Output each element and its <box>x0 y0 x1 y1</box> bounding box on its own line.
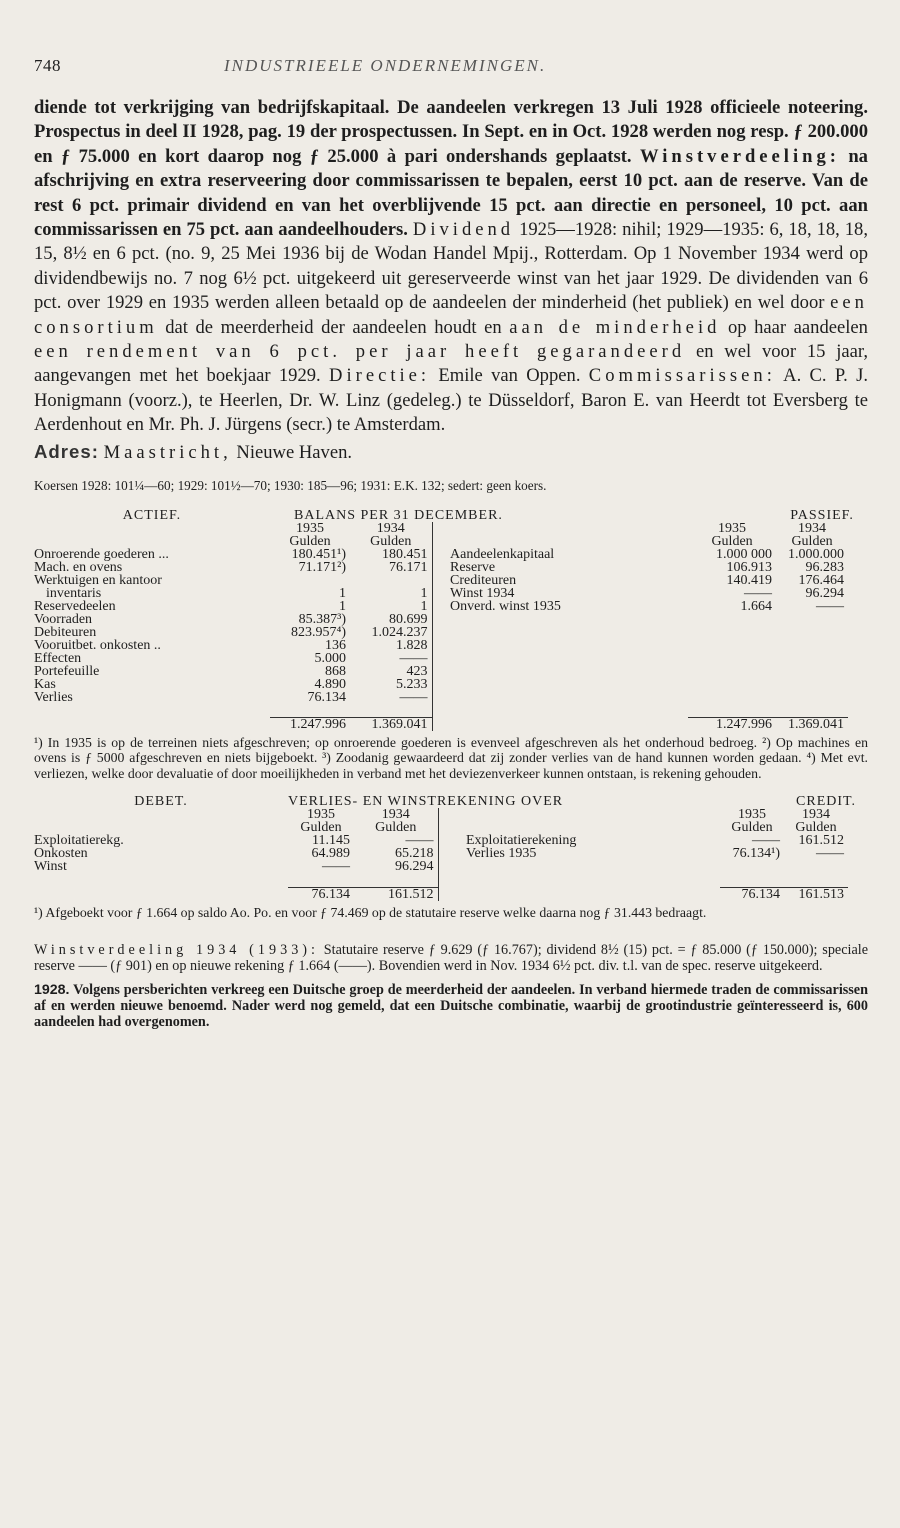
pl-year-1935: 1935 <box>738 808 767 822</box>
balance-right-1935: 1.664 <box>740 599 773 613</box>
table-row <box>34 587 868 600</box>
balance-unit: Gulden <box>711 534 753 548</box>
pl-blank <box>460 821 720 834</box>
commissarissen-label: Commissarissen: <box>588 365 776 387</box>
pl-gap <box>720 873 784 887</box>
stock-quotes: Koersen 1928: 101¼—60; 1929: 101½—70; 1930: 185—96; 1931: E.K. 132; sedert: geen koers. <box>34 477 547 493</box>
pl-left-1934: 65.218 <box>395 847 434 861</box>
balance-divider <box>432 574 444 587</box>
debet-heading: DEBET. <box>134 795 188 809</box>
balance-blank <box>34 718 270 732</box>
pl-year-1935: 1935 <box>307 808 335 822</box>
balance-left-label: Werktuigen en kantoor <box>34 573 162 587</box>
balance-left-1935: 136 <box>325 638 346 652</box>
balance-left-1935: 823.957⁴) <box>290 625 346 639</box>
winstverdeeling-1934-label: Winstverdeeling 1934 (1933): <box>34 941 319 958</box>
balance-right-label: Winst 1934 <box>450 586 515 600</box>
balance-total-right-1935: 1.247.996 <box>688 718 776 732</box>
running-title: INDUSTRIEELE ONDERNEMINGEN. <box>224 56 547 75</box>
balance-blank <box>848 678 868 691</box>
pl-right-1934: —— <box>816 847 845 861</box>
balance-left-1935: 1 <box>339 586 346 600</box>
balance-blank <box>848 561 868 574</box>
balance-gap <box>444 704 688 718</box>
balance-left-1934: 5.233 <box>396 677 428 691</box>
company-description <box>34 96 868 438</box>
balance-year-1934: 1934 <box>798 521 827 535</box>
balance-gap <box>34 704 270 718</box>
address-label: Adres: <box>34 440 99 462</box>
balance-right-label: Aandeelenkapitaal <box>450 547 555 561</box>
history-1928-year: 1928. <box>34 981 70 998</box>
balance-blank <box>776 613 848 626</box>
pl-gap <box>784 873 848 887</box>
table-row <box>34 548 868 561</box>
balance-left-1935: 71.171²) <box>298 560 346 574</box>
balance-blank <box>34 535 270 548</box>
balance-gap <box>270 704 350 718</box>
balance-right-1935: —— <box>744 586 773 600</box>
consortium-spaced: een consortium <box>34 292 868 338</box>
balance-left-1935: 180.451¹) <box>291 547 346 561</box>
balance-right-1935: 1.000 000 <box>716 547 773 561</box>
balance-right-1934: —— <box>816 599 845 613</box>
pl-blank <box>34 887 288 901</box>
balance-blank <box>776 691 848 704</box>
pl-right-label: Verlies 1935 <box>466 847 537 861</box>
pl-blank <box>720 860 784 873</box>
profit-loss-account <box>34 795 868 901</box>
balance-left-1934: 180.451 <box>382 547 428 561</box>
balance-divider <box>432 600 444 613</box>
pl-divider <box>438 808 460 821</box>
balance-left-label: Voorraden <box>34 612 93 626</box>
balance-blank <box>848 639 868 652</box>
table-row <box>34 652 868 665</box>
pl-blank <box>460 808 720 821</box>
profit-loss-footnote: ¹) Afgeboekt voor ƒ 1.664 op saldo Ao. Po. en voor ƒ 74.469 op de statutaire reserve welke daarna nog ƒ 31.443 bedraagt. <box>34 904 707 920</box>
pl-divider <box>438 821 460 834</box>
balance-total-left-1935: 1.247.996 <box>270 718 350 732</box>
balance-divider <box>432 535 444 548</box>
balance-left-label: Verlies <box>34 690 73 704</box>
balance-left-1935: 4.890 <box>314 677 346 691</box>
balance-divider <box>432 561 444 574</box>
table-row <box>34 665 868 678</box>
pl-blank <box>848 834 868 847</box>
balance-blank <box>848 613 868 626</box>
pl-left-1934: 96.294 <box>395 860 434 874</box>
balance-gap <box>776 704 848 718</box>
commissarissen-names: A. C. P. J. Honigmann (voorz.), te Heerlen, Dr. W. Linz (gedeleg.) te Düsseldorf, Baron E. van Heerdt tot Eversberg te Aerdenhout en Mr. Ph. J. Jürgens (secr.) te Amsterdam. <box>34 365 868 436</box>
balance-blank <box>444 678 688 691</box>
balance-blank <box>776 639 848 652</box>
pl-blank <box>848 887 868 901</box>
balance-right-1934: 1.000.000 <box>788 547 845 561</box>
balance-blank <box>848 665 868 678</box>
balance-divider <box>432 665 444 678</box>
balance-blank <box>444 626 688 639</box>
balance-blank <box>688 626 776 639</box>
balance-blank <box>848 535 868 548</box>
actief-heading: ACTIEF. <box>122 508 182 522</box>
balance-left-1934: 80.699 <box>389 612 428 626</box>
table-row <box>34 678 868 691</box>
balance-left-1935: 1 <box>339 599 346 613</box>
balance-blank <box>444 522 688 535</box>
table-row <box>34 561 868 574</box>
table-row <box>34 834 868 847</box>
profit-loss-title: VERLIES- EN WINSTREKENING OVER <box>288 795 564 809</box>
balance-right-label: Crediteuren <box>450 573 517 587</box>
balance-left-label: Vooruitbet. onkosten .. <box>34 638 161 652</box>
balance-right-1934: 96.294 <box>805 586 845 600</box>
address-city: Maastricht, <box>103 441 232 463</box>
balance-blank <box>848 600 868 613</box>
balance-right-label: Onverd. winst 1935 <box>450 599 561 613</box>
aandeelen-text: op haar aandeelen <box>727 316 868 338</box>
balance-left-1934: 1.024.237 <box>371 625 428 639</box>
pl-gap <box>460 873 720 887</box>
balance-left-label: Debiteuren <box>34 625 97 639</box>
balance-divider <box>432 691 444 704</box>
balance-blank <box>34 522 270 535</box>
balance-left-1934: 1.828 <box>396 638 428 652</box>
history-1928-text: Volgens persberichten verkreeg een Duitsche groep de meerderheid der aandeelen. In verband hiermede traden de commissarissen af en werden nieuwe benoemd. Nader werd nog gemeld, dat een Duitsche combinatie, waarbij de grootindustrie geïnteresseerd is, 600 aandeelen had overgenomen. <box>34 981 868 1030</box>
pl-left-label: Winst <box>34 860 67 874</box>
consortium-text: dat de meerderheid der aandeelen houdt en <box>165 316 502 338</box>
balance-divider <box>432 613 444 626</box>
pl-divider <box>438 834 460 847</box>
balance-blank <box>776 678 848 691</box>
balance-divider <box>432 587 444 600</box>
directie-label: Directie: <box>329 365 431 387</box>
balance-blank <box>444 718 688 732</box>
balance-blank <box>444 639 688 652</box>
pl-total-right-1934: 161.513 <box>784 887 848 901</box>
pl-blank <box>460 860 720 873</box>
pl-blank <box>848 808 868 821</box>
pl-divider <box>438 860 460 873</box>
balance-blank <box>688 639 776 652</box>
balance-left-1935: 85.387³) <box>298 612 346 626</box>
pl-divider <box>438 847 460 860</box>
pl-blank <box>460 887 720 901</box>
balance-blank <box>848 691 868 704</box>
pl-unit: Gulden <box>731 821 773 835</box>
balance-blank <box>444 613 688 626</box>
balance-blank <box>848 548 868 561</box>
balance-left-label: Effecten <box>34 651 82 665</box>
balance-left-label: inventaris <box>46 586 102 600</box>
balance-blank <box>776 665 848 678</box>
balance-footnotes: ¹) In 1935 is op de terreinen niets afgeschreven; op onroerende goederen is evenveel afgeschreven als het onderhoud bedroeg. ²) Op machines en ovens is ƒ 5000 afgeschreven en niets bijgeboekt. ³) Zoodanig gewaardeerd dat zij zonder verlies van de hand kunnen worden gedaan. ⁴) Met evt. verliezen, welke door devaluatie of door moeilijkheden in verband met het deviezenverkeer kunnen ontstaan, is rekening gehouden. <box>34 735 868 781</box>
balance-left-label: Onroerende goederen ... <box>34 547 169 561</box>
balance-blank <box>848 652 868 665</box>
balance-blank <box>444 691 688 704</box>
pl-left-1934: —— <box>405 834 434 848</box>
pl-right-1934: 161.512 <box>798 834 845 848</box>
page <box>34 56 868 1030</box>
pl-blank <box>34 821 288 834</box>
balance-year-1935: 1935 <box>718 521 747 535</box>
directie-name: Emile van Oppen. <box>438 365 581 387</box>
balance-blank <box>776 626 848 639</box>
balance-title: BALANS PER 31 DECEMBER. <box>294 508 503 522</box>
pl-gap <box>288 873 354 887</box>
balance-sheet <box>34 509 868 732</box>
balance-blank <box>848 587 868 600</box>
pl-unit: Gulden <box>795 821 837 835</box>
balance-left-1935: 868 <box>325 664 346 678</box>
passief-heading: PASSIEF. <box>790 508 854 522</box>
balance-gap <box>432 704 444 718</box>
pl-blank <box>848 860 868 873</box>
balance-total-right-1934: 1.369.041 <box>776 718 848 732</box>
balance-unit: Gulden <box>289 534 331 548</box>
balance-unit: Gulden <box>370 534 412 548</box>
balance-year-1934: 1934 <box>376 521 405 535</box>
winstverdeeling-1934 <box>34 942 868 974</box>
balance-divider <box>432 639 444 652</box>
page-number: 748 <box>34 56 61 75</box>
pl-total-left-1935: 76.134 <box>288 887 354 901</box>
page-header <box>34 56 868 76</box>
balance-right-1935: 106.913 <box>726 560 773 574</box>
balance-blank <box>688 691 776 704</box>
balance-year-1935: 1935 <box>296 521 324 535</box>
winstverdeeling-1934-text: Statutaire reserve ƒ 9.629 (ƒ 16.767); dividend 8½ (15) pct. = ƒ 85.000 (ƒ 150.000); speciale reserve —— (ƒ 901) en op nieuwe rekening ƒ 1.664 (——). Bovendien werd in Nov. 1934 6½ pct. div. t.l. van de spec. reserve uitgekeerd. <box>34 941 868 974</box>
balance-left-1935 <box>270 574 350 587</box>
balance-blank <box>444 535 688 548</box>
pl-left-1935: —— <box>322 860 350 874</box>
balance-left-1934: —— <box>399 651 428 665</box>
balance-blank <box>688 652 776 665</box>
balance-gap <box>350 704 432 718</box>
balance-left-label: Mach. en ovens <box>34 560 123 574</box>
balance-left-1934: 423 <box>406 664 428 678</box>
balance-gap <box>688 704 776 718</box>
balance-divider <box>432 522 444 535</box>
pl-blank <box>848 847 868 860</box>
balance-divider <box>432 678 444 691</box>
pl-blank <box>34 808 288 821</box>
balance-left-1935: 5.000 <box>314 651 346 665</box>
winstverdeeling-label: Winstverdeeling: <box>639 145 840 167</box>
balance-divider <box>432 652 444 665</box>
balance-blank <box>848 522 868 535</box>
dividend-label: Dividend <box>412 219 515 241</box>
balance-blank <box>848 626 868 639</box>
balance-right-label: Reserve <box>450 560 496 574</box>
balance-left-1934: 1 <box>420 586 428 600</box>
balance-left-1934: 76.171 <box>389 560 428 574</box>
balance-left-label: Reservedeelen <box>34 599 116 613</box>
pl-left-label: Exploitatierekg. <box>34 834 124 848</box>
pl-right-label: Exploitatierekening <box>466 834 577 848</box>
address-row <box>34 440 868 465</box>
dividend-text: 1925—1928: nihil; 1929—1935: 6, 18, 18, 18, 15, 8½ en 6 pct. (no. 9, 25 Mei 1936 bij de Wodan Handel Mpij., Rotterdam. Op 1 November 1934 werd op dividendbewijs no. 7 nog 6½ pct. uitgekeerd uit gereserveerde winst van het jaar 1929. De dividenden van 6 pct. over 1929 en 1935 werden alleen betaald op de aandeelen der minderheid (het publiek) en wel door <box>34 219 869 314</box>
balance-left-label: Kas <box>34 677 56 691</box>
table-row <box>34 613 868 626</box>
pl-total-right-1935: 76.134 <box>720 887 784 901</box>
table-row <box>34 600 868 613</box>
balance-divider <box>432 626 444 639</box>
pl-blank <box>784 860 848 873</box>
balance-left-label: Portefeuille <box>34 664 100 678</box>
table-row <box>34 639 868 652</box>
pl-unit: Gulden <box>300 821 342 835</box>
pl-year-1934: 1934 <box>802 808 831 822</box>
pl-left-label: Onkosten <box>34 847 88 861</box>
history-1928 <box>34 982 868 1030</box>
pl-right-1935: 76.134¹) <box>732 847 781 861</box>
pl-left-1935: 64.989 <box>311 847 350 861</box>
pl-gap <box>848 873 868 887</box>
balance-left-1935: 76.134 <box>307 690 346 704</box>
balance-divider <box>432 548 444 561</box>
table-row <box>34 574 868 587</box>
balance-divider <box>432 718 444 732</box>
winstverdeeling-text: na afschrijving en extra reserveering door commissarissen te bepalen, eerst 10 pct. aan de reserve. Van de rest 6 pct. primair dividend en van het overblijvende 15 pct. aan directie en personeel, 10 pct. aan commissarissen en 75 pct. aan aandeelhouders. <box>34 145 868 241</box>
table-row <box>34 626 868 639</box>
balance-left-1934: —— <box>399 690 428 704</box>
table-row <box>34 860 868 873</box>
pl-gap <box>438 873 460 887</box>
minderheid-spaced: aan de minderheid <box>509 316 721 338</box>
balance-gap <box>848 704 868 718</box>
guarantee-text: en wel voor 15 jaar, aangevangen met het boekjaar 1929. <box>34 341 868 387</box>
balance-blank <box>776 652 848 665</box>
credit-heading: CREDIT. <box>796 795 857 809</box>
balance-right-1935: 140.419 <box>726 573 773 587</box>
intro-text: diende tot verkrijging van bedrijfskapitaal. De aandeelen verkregen 13 Juli 1928 officieele noteering. Prospectus in deel II 1928, pag. 19 der prospectussen. In Sept. en in Oct. 1928 werden nog resp. ƒ 200.000 en ƒ 75.000 en kort daarop nog ƒ 25.000 à pari ondershands geplaatst. <box>34 97 868 167</box>
balance-total-left-1934: 1.369.041 <box>350 718 432 732</box>
balance-blank <box>688 665 776 678</box>
balance-right-1934: 176.464 <box>798 573 845 587</box>
pl-total-left-1934: 161.512 <box>354 887 438 901</box>
rendement-spaced: een rendement van 6 pct. per jaar heeft gegarandeerd <box>34 341 686 363</box>
pl-gap <box>34 873 288 887</box>
pl-blank <box>848 821 868 834</box>
balance-blank <box>848 718 868 732</box>
table-row <box>34 847 868 860</box>
balance-right-1934: 96.283 <box>805 560 845 574</box>
pl-right-1935: —— <box>752 834 781 848</box>
balance-blank <box>848 574 868 587</box>
balance-unit: Gulden <box>791 534 833 548</box>
balance-blank <box>444 652 688 665</box>
pl-left-1935: 11.145 <box>312 834 350 848</box>
balance-left-1934 <box>350 574 432 587</box>
table-row <box>34 691 868 704</box>
pl-year-1934: 1934 <box>381 808 410 822</box>
balance-left-1934: 1 <box>420 599 428 613</box>
pl-divider <box>438 887 460 901</box>
balance-blank <box>688 678 776 691</box>
balance-blank <box>444 665 688 678</box>
address-street: Nieuwe Haven. <box>236 441 353 463</box>
pl-gap <box>354 873 438 887</box>
balance-blank <box>688 613 776 626</box>
pl-unit: Gulden <box>375 821 417 835</box>
